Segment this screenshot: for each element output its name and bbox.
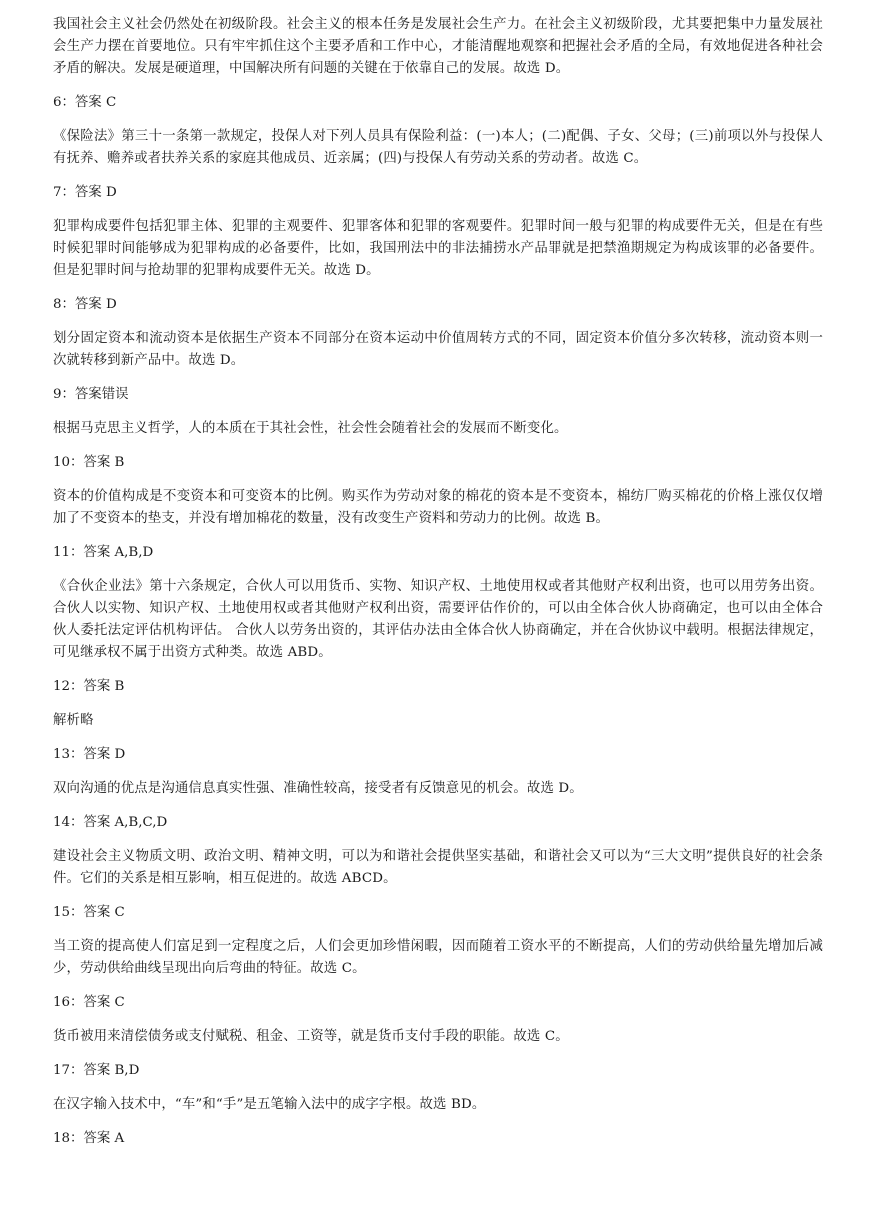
answer-line-8: 8：答案 D xyxy=(53,297,117,312)
answer-line-6: 6：答案 C xyxy=(53,95,117,110)
answer-line-14: 14：答案 A,B,C,D xyxy=(53,815,168,830)
answer-line-11: 11：答案 A,B,D xyxy=(53,545,154,560)
answer-line-7: 7：答案 D xyxy=(53,185,117,200)
answer-line-17: 17：答案 B,D xyxy=(53,1063,140,1078)
answer-line-15: 15：答案 C xyxy=(53,905,125,920)
explanation-6: 《保险法》第三十一条第一款规定，投保人对下列人员具有保险利益：(一)本人；(二)配偶、子女、父母；(三)前项以外与投保人有抚养、赡养或者扶养关系的家庭其他成员、近亲属；(四)与投保人有劳动关系的劳动者。故选 C。 xyxy=(53,129,823,166)
answer-line-9: 9：答案错误 xyxy=(53,387,129,402)
answer-line-13: 13：答案 D xyxy=(53,747,126,762)
explanation-13: 双向沟通的优点是沟通信息真实性强、准确性较高，接受者有反馈意见的机会。故选 D。 xyxy=(53,781,583,796)
answer-document xyxy=(53,14,823,1150)
answer-line-18: 18：答案 A xyxy=(53,1131,125,1146)
intro-paragraph: 我国社会主义社会仍然处在初级阶段。社会主义的根本任务是发展社会生产力。在社会主义初级阶段，尤其要把集中力量发展社会生产力摆在首要地位。只有牢牢抓住这个主要矛盾和工作中心，才能清醒地观察和把握社会矛盾的全局，有效地促进各种社会矛盾的解决。发展是硬道理，中国解决所有问题的关键在于依靠自己的发展。故选 D。 xyxy=(53,17,823,76)
answer-line-12: 12：答案 B xyxy=(53,679,125,694)
explanation-11: 《合伙企业法》第十六条规定，合伙人可以用货币、实物、知识产权、土地使用权或者其他财产权利出资，也可以用劳务出资。合伙人以实物、知识产权、土地使用权或者其他财产权利出资，需要评估作价的，可以由全体合伙人协商确定，也可以由全体合伙人委托法定评估机构评估。 合伙人以劳务出资的，其评估办法由全体合伙人协商确定，并在合伙协议中载明。根据法律规定，可见继承权不属于出资方式种类。故选 ABD。 xyxy=(53,579,823,660)
answer-line-16: 16：答案 C xyxy=(53,995,125,1010)
explanation-14: 建设社会主义物质文明、政治文明、精神文明，可以为和谐社会提供坚实基础，和谐社会又可以为“三大文明”提供良好的社会条件。它们的关系是相互影响，相互促进的。故选 ABCD。 xyxy=(53,849,823,886)
explanation-15: 当工资的提高使人们富足到一定程度之后，人们会更加珍惜闲暇，因而随着工资水平的不断提高，人们的劳动供给量先增加后减少，劳动供给曲线呈现出向后弯曲的特征。故选 C。 xyxy=(53,939,823,976)
explanation-10: 资本的价值构成是不变资本和可变资本的比例。购买作为劳动对象的棉花的资本是不变资本，棉纺厂购买棉花的价格上涨仅仅增加了不变资本的垫支，并没有增加棉花的数量，没有改变生产资料和劳动力的比例。故选 B。 xyxy=(53,489,823,526)
explanation-8: 划分固定资本和流动资本是依据生产资本不同部分在资本运动中价值周转方式的不同，固定资本价值分多次转移，流动资本则一次就转移到新产品中。故选 D。 xyxy=(53,331,823,368)
explanation-12: 解析略 xyxy=(53,713,94,728)
explanation-17: 在汉字输入技术中，“车”和“手”是五笔输入法中的成字字根。故选 BD。 xyxy=(53,1097,486,1112)
explanation-9: 根据马克思主义哲学，人的本质在于其社会性，社会性会随着社会的发展而不断变化。 xyxy=(53,421,568,436)
answer-line-10: 10：答案 B xyxy=(53,455,125,470)
explanation-7: 犯罪构成要件包括犯罪主体、犯罪的主观要件、犯罪客体和犯罪的客观要件。犯罪时间一般与犯罪的构成要件无关，但是在有些时候犯罪时间能够成为犯罪构成的必备要件，比如，我国刑法中的非法捕捞水产品罪就是把禁渔期规定为构成该罪的必备要件。但是犯罪时间与抢劫罪的犯罪构成要件无关。故选 D。 xyxy=(53,219,823,278)
explanation-16: 货币被用来清偿债务或支付赋税、租金、工资等，就是货币支付手段的职能。故选 C。 xyxy=(53,1029,569,1044)
